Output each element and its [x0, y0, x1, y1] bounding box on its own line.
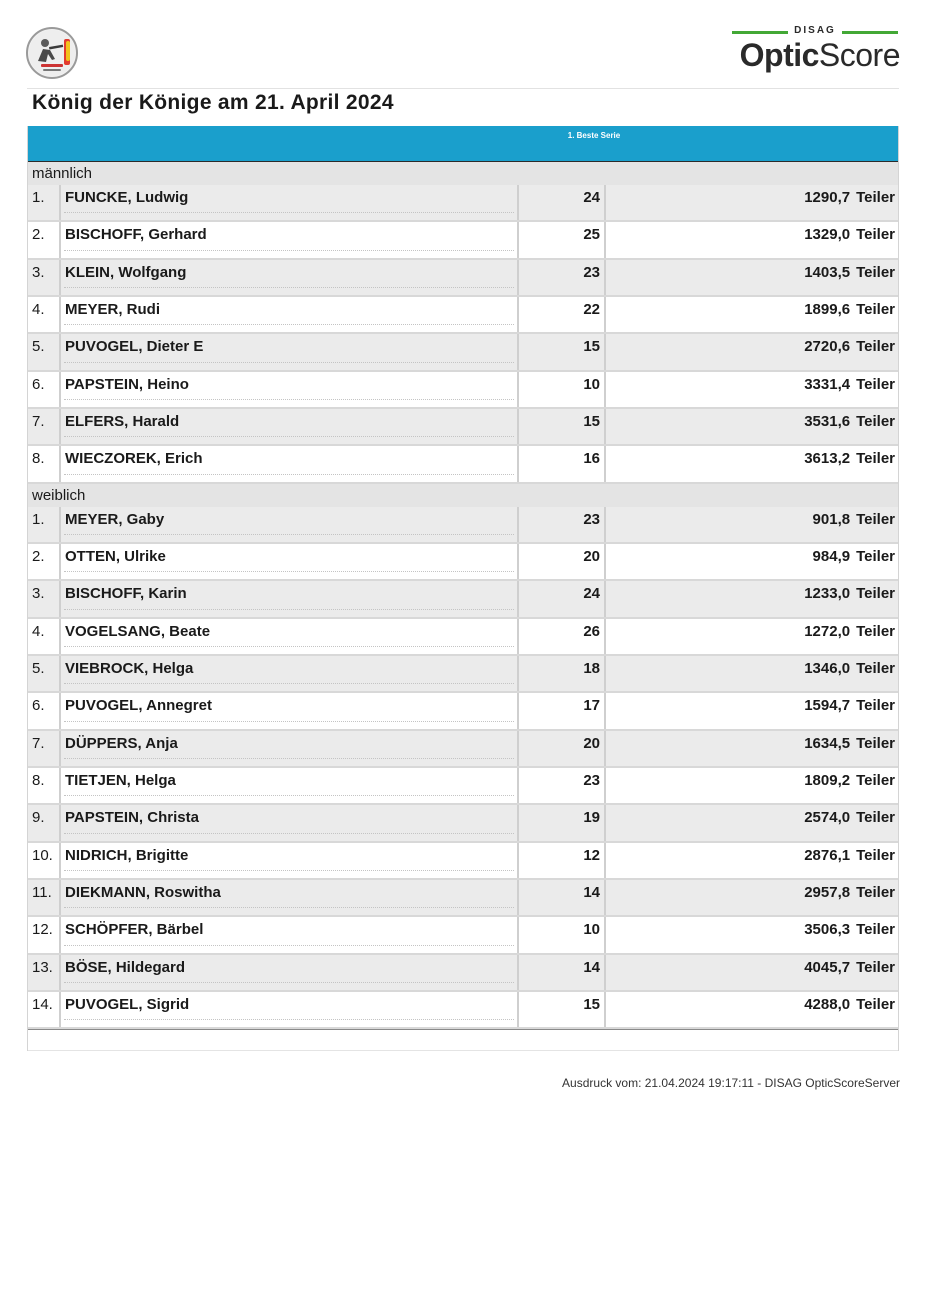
- rank-cell: [28, 992, 59, 1027]
- teiler-cell: [606, 334, 898, 369]
- rank-cell: [28, 619, 59, 654]
- shooter-name: OTTEN, Ulrike: [65, 547, 166, 565]
- shooter-name: VOGELSANG, Beate: [65, 622, 211, 640]
- teiler-unit: Teiler: [856, 995, 895, 1013]
- dotted-line: [64, 250, 514, 251]
- rank-cell: [28, 507, 59, 542]
- rank-cell: [28, 805, 59, 840]
- shooter-name-cell: [59, 656, 519, 691]
- dotted-line: [64, 945, 514, 946]
- shooter-name: KLEIN, Wolfgang: [65, 263, 187, 281]
- table-row: [28, 334, 898, 371]
- teiler-value: 1329,0: [804, 226, 851, 244]
- shooter-name: PAPSTEIN, Heino: [65, 375, 189, 393]
- shooter-name: BISCHOFF, Karin: [65, 585, 187, 603]
- teiler-cell: [606, 446, 898, 481]
- best-series: 20: [583, 734, 600, 752]
- shooter-name-cell: [59, 992, 519, 1027]
- brand-name: [740, 37, 900, 73]
- dotted-line: [64, 646, 514, 647]
- dotted-line: [64, 721, 514, 722]
- teiler: [804, 376, 895, 393]
- best-series-cell: [519, 693, 606, 728]
- teiler-unit: Teiler: [856, 226, 895, 244]
- dotted-line: [64, 287, 514, 288]
- teiler-unit: Teiler: [856, 510, 895, 528]
- teiler-unit: Teiler: [856, 547, 895, 565]
- teiler: [804, 809, 895, 826]
- teiler-cell: [606, 880, 898, 915]
- rank: 6.: [32, 697, 45, 715]
- teiler-unit: Teiler: [856, 375, 895, 393]
- table-row: [28, 185, 898, 222]
- best-series-cell: [519, 446, 606, 481]
- teiler: [804, 772, 895, 789]
- best-series: 10: [583, 375, 600, 393]
- teiler-cell: [606, 731, 898, 766]
- best-series-cell: [519, 544, 606, 579]
- teiler-cell: [606, 297, 898, 332]
- teiler-unit: Teiler: [856, 846, 895, 864]
- group-header: [28, 484, 898, 507]
- dotted-line: [64, 795, 514, 796]
- teiler: [804, 338, 895, 355]
- shooter-name-cell: [59, 446, 519, 481]
- rank-cell: [28, 222, 59, 257]
- best-series: 24: [583, 189, 600, 206]
- teiler: [813, 548, 895, 565]
- table-row: [28, 768, 898, 805]
- best-series-cell: [519, 917, 606, 952]
- rank: 13.: [32, 958, 53, 976]
- rank: 3.: [32, 585, 45, 603]
- best-series-cell: [519, 185, 606, 220]
- best-series: 12: [583, 846, 600, 864]
- teiler-cell: [606, 544, 898, 579]
- shooter-name: VIEBROCK, Helga: [65, 659, 194, 677]
- teiler: [804, 226, 895, 243]
- best-series: 23: [583, 263, 600, 281]
- teiler-cell: [606, 222, 898, 257]
- shooter-name-cell: [59, 222, 519, 257]
- teiler-cell: [606, 409, 898, 444]
- table-row: [28, 656, 898, 693]
- best-series: 23: [583, 771, 600, 789]
- teiler-value: 4045,7: [804, 958, 851, 976]
- table-row: [28, 297, 898, 334]
- best-series: 25: [583, 226, 600, 244]
- teiler-cell: [606, 805, 898, 840]
- best-series-cell: [519, 409, 606, 444]
- rank: 6.: [32, 375, 45, 393]
- table-row: [28, 805, 898, 842]
- teiler-unit: Teiler: [856, 300, 895, 318]
- teiler-value: 1634,5: [804, 734, 851, 752]
- shooter-name: MEYER, Gaby: [65, 510, 165, 528]
- page-header: [0, 0, 925, 90]
- best-series-cell: [519, 372, 606, 407]
- shooter-name: BÖSE, Hildegard: [65, 958, 186, 976]
- rank-cell: [28, 880, 59, 915]
- teiler-value: 1809,2: [804, 771, 851, 789]
- shooter-name-cell: [59, 843, 519, 878]
- shooter-name: PAPSTEIN, Christa: [65, 809, 199, 827]
- best-series-cell: [519, 768, 606, 803]
- best-series: 16: [583, 450, 600, 468]
- group-label: männlich: [32, 165, 93, 182]
- teiler-cell: [606, 992, 898, 1027]
- teiler-value: 1290,7: [804, 189, 851, 206]
- teiler-cell: [606, 768, 898, 803]
- opticscore-logo: [730, 26, 900, 74]
- teiler: [804, 413, 895, 430]
- rank: 3.: [32, 263, 45, 281]
- shooter-name: FUNCKE, Ludwig: [65, 189, 189, 206]
- shooter-name-cell: [59, 917, 519, 952]
- dotted-line: [64, 1019, 514, 1020]
- best-series-cell: [519, 656, 606, 691]
- table-row: [28, 619, 898, 656]
- teiler-unit: Teiler: [856, 697, 895, 715]
- teiler-value: 1403,5: [804, 263, 851, 281]
- teiler-value: 4288,0: [804, 995, 851, 1013]
- rank: 11.: [32, 883, 52, 901]
- best-series-cell: [519, 805, 606, 840]
- best-series: 24: [583, 585, 600, 603]
- teiler-value: 3331,4: [804, 375, 851, 393]
- dotted-line: [64, 870, 514, 871]
- shooter-name-cell: [59, 297, 519, 332]
- rank-cell: [28, 446, 59, 481]
- teiler: [804, 585, 895, 602]
- teiler-unit: Teiler: [856, 958, 895, 976]
- dotted-line: [64, 399, 514, 400]
- teiler-value: 2720,6: [804, 338, 851, 356]
- shooter-name: WIECZOREK, Erich: [65, 450, 203, 468]
- teiler-cell: [606, 619, 898, 654]
- teiler-unit: Teiler: [856, 883, 895, 901]
- teiler-unit: Teiler: [856, 622, 895, 640]
- teiler-value: 1346,0: [804, 659, 851, 677]
- rank-cell: [28, 297, 59, 332]
- table-row: [28, 992, 898, 1029]
- teiler-value: 1272,0: [804, 622, 851, 640]
- best-series: 19: [583, 809, 600, 827]
- rank-cell: [28, 693, 59, 728]
- rank: 2.: [32, 226, 45, 244]
- rank-cell: [28, 372, 59, 407]
- shooter-name-cell: [59, 372, 519, 407]
- teiler-value: 901,8: [812, 510, 851, 528]
- teiler: [813, 511, 895, 528]
- best-series-cell: [519, 297, 606, 332]
- dotted-line: [64, 609, 514, 610]
- rank: 8.: [32, 450, 45, 468]
- best-series: 26: [583, 622, 600, 640]
- table-row: [28, 260, 898, 297]
- teiler-cell: [606, 656, 898, 691]
- teiler-unit: Teiler: [856, 771, 895, 789]
- table-row: [28, 544, 898, 581]
- teiler-unit: Teiler: [856, 338, 895, 356]
- best-series: 14: [583, 958, 600, 976]
- shooter-name-cell: [59, 185, 519, 220]
- table-body: [28, 162, 898, 1029]
- best-series-cell: [519, 880, 606, 915]
- best-series-cell: [519, 260, 606, 295]
- teiler-cell: [606, 581, 898, 616]
- teiler-unit: Teiler: [856, 412, 895, 430]
- rank-cell: [28, 544, 59, 579]
- teiler: [804, 884, 895, 901]
- teiler: [804, 623, 895, 640]
- shooter-name-cell: [59, 409, 519, 444]
- dotted-line: [64, 571, 514, 572]
- rank-cell: [28, 955, 59, 990]
- best-series-cell: [519, 334, 606, 369]
- best-series: 18: [583, 659, 600, 677]
- rank-cell: [28, 768, 59, 803]
- table-row: [28, 222, 898, 259]
- best-series: 22: [583, 300, 600, 318]
- brand-name-light: Score: [818, 37, 900, 73]
- teiler-value: 1233,0: [804, 585, 851, 603]
- teiler-value: 1899,6: [804, 300, 851, 318]
- rank-cell: [28, 656, 59, 691]
- rank-cell: [28, 731, 59, 766]
- results-table: [27, 126, 899, 1051]
- shooter-name: DÜPPERS, Anja: [65, 734, 178, 752]
- rank: 9.: [32, 809, 45, 827]
- teiler-value: 3506,3: [804, 921, 851, 939]
- print-footer: Ausdruck vom: 21.04.2024 19:17:11 - DISAG OpticScoreServer: [562, 1076, 900, 1090]
- teiler-value: 2957,8: [804, 883, 851, 901]
- teiler-cell: [606, 260, 898, 295]
- shooter-name-cell: [59, 693, 519, 728]
- teiler: [804, 735, 895, 752]
- rank: 12.: [32, 921, 53, 939]
- rank: 7.: [32, 734, 45, 752]
- rank-cell: [28, 843, 59, 878]
- shooter-name: PUVOGEL, Sigrid: [65, 995, 190, 1013]
- teiler-cell: [606, 917, 898, 952]
- table-row: [28, 409, 898, 446]
- best-series: 17: [583, 697, 600, 715]
- best-series-cell: [519, 619, 606, 654]
- shooter-name: DIEKMANN, Roswitha: [65, 883, 221, 901]
- best-series: 14: [583, 883, 600, 901]
- best-series: 20: [583, 547, 600, 565]
- teiler: [804, 301, 895, 318]
- best-series: 23: [583, 510, 600, 528]
- dotted-line: [64, 436, 514, 437]
- teiler-unit: Teiler: [856, 734, 895, 752]
- rank: 14.: [32, 995, 53, 1013]
- teiler: [804, 847, 895, 864]
- teiler-unit: Teiler: [856, 189, 895, 206]
- dotted-line: [64, 534, 514, 535]
- shooter-name-cell: [59, 260, 519, 295]
- rank: 2.: [32, 547, 45, 565]
- teiler-cell: [606, 507, 898, 542]
- table-row: [28, 693, 898, 730]
- rank-cell: [28, 334, 59, 369]
- best-series: 15: [583, 412, 600, 430]
- rank: 4.: [32, 300, 45, 318]
- page-title: König der Könige am 21. April 2024: [32, 91, 394, 114]
- best-series: 15: [583, 338, 600, 356]
- shooter-name-cell: [59, 880, 519, 915]
- teiler: [804, 189, 895, 206]
- teiler-value: 3613,2: [804, 450, 851, 468]
- table-row: [28, 880, 898, 917]
- teiler: [804, 264, 895, 281]
- table-row: [28, 372, 898, 409]
- dotted-line: [64, 758, 514, 759]
- best-series-cell: [519, 955, 606, 990]
- teiler-value: 3531,6: [804, 412, 851, 430]
- dotted-line: [64, 907, 514, 908]
- table-row: [28, 955, 898, 992]
- best-series-cell: [519, 843, 606, 878]
- table-row: [28, 731, 898, 768]
- teiler-unit: Teiler: [856, 585, 895, 603]
- shooter-name-cell: [59, 731, 519, 766]
- teiler-cell: [606, 693, 898, 728]
- teiler: [804, 697, 895, 714]
- teiler: [804, 959, 895, 976]
- dotted-line: [64, 324, 514, 325]
- rank: 5.: [32, 659, 45, 677]
- rank: 7.: [32, 412, 45, 430]
- shooter-name: ELFERS, Harald: [65, 412, 180, 430]
- shooter-name-cell: [59, 955, 519, 990]
- teiler-unit: Teiler: [856, 659, 895, 677]
- shooter-name: NIDRICH, Brigitte: [65, 846, 189, 864]
- dotted-line: [64, 362, 514, 363]
- best-series: 10: [583, 921, 600, 939]
- shooter-name-cell: [59, 507, 519, 542]
- dotted-line: [64, 212, 514, 213]
- shooter-name: MEYER, Rudi: [65, 300, 161, 318]
- rank-cell: [28, 185, 59, 220]
- teiler-cell: [606, 372, 898, 407]
- table-row: [28, 917, 898, 954]
- best-series-cell: [519, 731, 606, 766]
- brand-disag: DISAG: [794, 25, 836, 36]
- teiler-cell: [606, 955, 898, 990]
- teiler-cell: [606, 843, 898, 878]
- rank-cell: [28, 409, 59, 444]
- rank-cell: [28, 581, 59, 616]
- teiler: [804, 450, 895, 467]
- dotted-line: [64, 474, 514, 475]
- group-label: weiblich: [32, 486, 86, 504]
- table-row: [28, 446, 898, 483]
- dotted-line: [64, 982, 514, 983]
- rank-cell: [28, 917, 59, 952]
- teiler: [804, 660, 895, 677]
- shooter-name-cell: [59, 581, 519, 616]
- column-header-best-series: 1. Beste Serie: [567, 131, 621, 140]
- best-series-cell: [519, 581, 606, 616]
- table-header-bar: [28, 126, 898, 162]
- table-row: [28, 581, 898, 618]
- best-series: 15: [583, 995, 600, 1013]
- shooter-name: PUVOGEL, Dieter E: [65, 338, 204, 356]
- table-row: [28, 843, 898, 880]
- best-series-cell: [519, 222, 606, 257]
- teiler-cell: [606, 185, 898, 220]
- rank-cell: [28, 260, 59, 295]
- rank: 1.: [32, 510, 45, 528]
- group-header: [28, 162, 898, 185]
- club-emblem-icon: [26, 27, 78, 79]
- shooter-name: SCHÖPFER, Bärbel: [65, 921, 204, 939]
- shooter-name-cell: [59, 805, 519, 840]
- teiler: [804, 921, 895, 938]
- shooter-name: BISCHOFF, Gerhard: [65, 226, 207, 244]
- brand-name-bold: Optic: [739, 37, 819, 73]
- shooter-name: TIETJEN, Helga: [65, 771, 176, 789]
- dotted-line: [64, 683, 514, 684]
- teiler-value: 984,9: [812, 547, 851, 565]
- rank: 10.: [32, 846, 53, 864]
- table-row: [28, 507, 898, 544]
- teiler-value: 2574,0: [804, 809, 851, 827]
- rank: 1.: [32, 189, 45, 206]
- table-end: [28, 1029, 898, 1051]
- shooter-name-cell: [59, 768, 519, 803]
- shooter-name-cell: [59, 544, 519, 579]
- shooter-name-cell: [59, 334, 519, 369]
- teiler-unit: Teiler: [856, 809, 895, 827]
- shooter-name: PUVOGEL, Annegret: [65, 697, 212, 715]
- brand-bar-right: [842, 31, 898, 34]
- best-series-cell: [519, 507, 606, 542]
- teiler: [804, 996, 895, 1013]
- rank: 4.: [32, 622, 45, 640]
- rank: 5.: [32, 338, 45, 356]
- teiler-unit: Teiler: [856, 263, 895, 281]
- teiler-value: 1594,7: [804, 697, 851, 715]
- rank: 8.: [32, 771, 45, 789]
- teiler-unit: Teiler: [856, 921, 895, 939]
- teiler-unit: Teiler: [856, 450, 895, 468]
- teiler-value: 2876,1: [804, 846, 851, 864]
- shooter-name-cell: [59, 619, 519, 654]
- best-series-cell: [519, 992, 606, 1027]
- dotted-line: [64, 833, 514, 834]
